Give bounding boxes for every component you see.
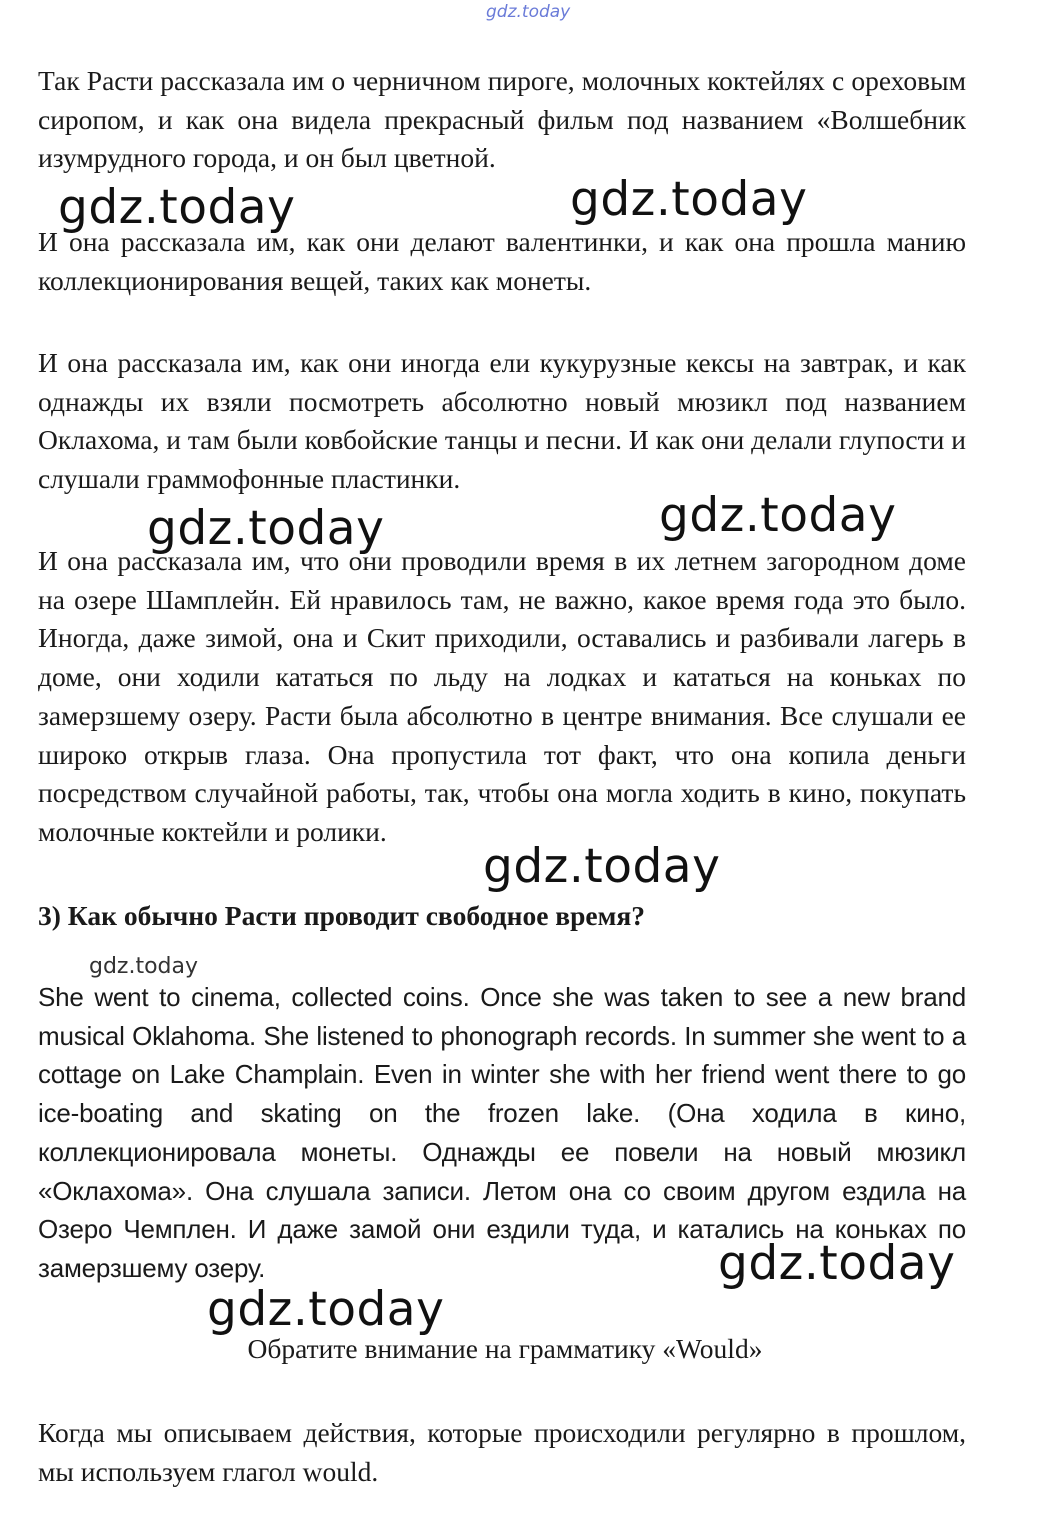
paragraph-1: Так Расти рассказала им о черничном пироге, молочных коктейлях с ореховым сиропом, и как она видела прекрасный фильм под названием «Волшебник изумрудного города, и он был цветной.: [38, 65, 966, 174]
watermark: gdz.today: [147, 501, 385, 556]
grammar-heading: Обратите внимание на грамматику «Would»: [247, 1333, 763, 1364]
grammar-paragraph: Когда мы описываем действия, которые происходили регулярно в прошлом, мы используем глагол would.: [38, 1417, 966, 1487]
paragraph-4: И она рассказала им, что они проводили время в их летнем загородном доме на озере Шамплейн. Ей нравилось там, не важно, какое время года это было. Иногда, даже зимой, она и Скит приходили, оставались и разбивали лагерь в доме, они ходили кататься по льду на лодках и кататься на коньках по замерзшему озеру. Расти была абсолютно в центре внимания. Все слушали ее широко открыв глаза. Она пропустила тот факт, что она копила деньги посредством случайной работы, так, чтобы она могла ходить в кино, покупать молочные коктейли и ролики.: [38, 545, 966, 847]
watermark-small: gdz.today: [89, 954, 199, 979]
watermark: gdz.today: [483, 839, 721, 894]
watermark: gdz.today: [58, 180, 296, 235]
question-heading: 3) Как обычно Расти проводит свободное время?: [38, 900, 645, 931]
paragraph-3: И она рассказала им, как они иногда ели кукурузные кексы на завтрак, и как однажды их взяли посмотреть абсолютно новый мюзикл под названием Оклахома, и там были ковбойские танцы и песни. И как они делали глупости и слушали граммофонные пластинки.: [38, 347, 966, 495]
watermark: gdz.today: [718, 1236, 956, 1291]
paragraph-2: И она рассказала им, как они делают валентинки, и как она прошла манию коллекционирования вещей, таких как монеты.: [38, 226, 966, 296]
answer-paragraph: She went to cinema, collected coins. Once she was taken to see a new brand musical Oklahoma. She listened to phonograph records. In summer she went to a cottage on Lake Champlain. Even in winter she with her friend went there to go ice-boating and skating on the frozen lake. (Она ходила в кино, коллекционировала монеты. Однажды ее повели на новый мюзикл «Оклахома». Она слушала записи. Летом она со своим другом ездила на Озеро Чемплен. И даже замой они ездили туда, и катались на коньках по замерзшему озеру.: [38, 982, 966, 1283]
watermark: gdz.today: [570, 172, 808, 227]
watermark: gdz.today: [207, 1282, 445, 1337]
watermark-top: gdz.today: [486, 2, 571, 22]
watermark: gdz.today: [659, 488, 897, 543]
